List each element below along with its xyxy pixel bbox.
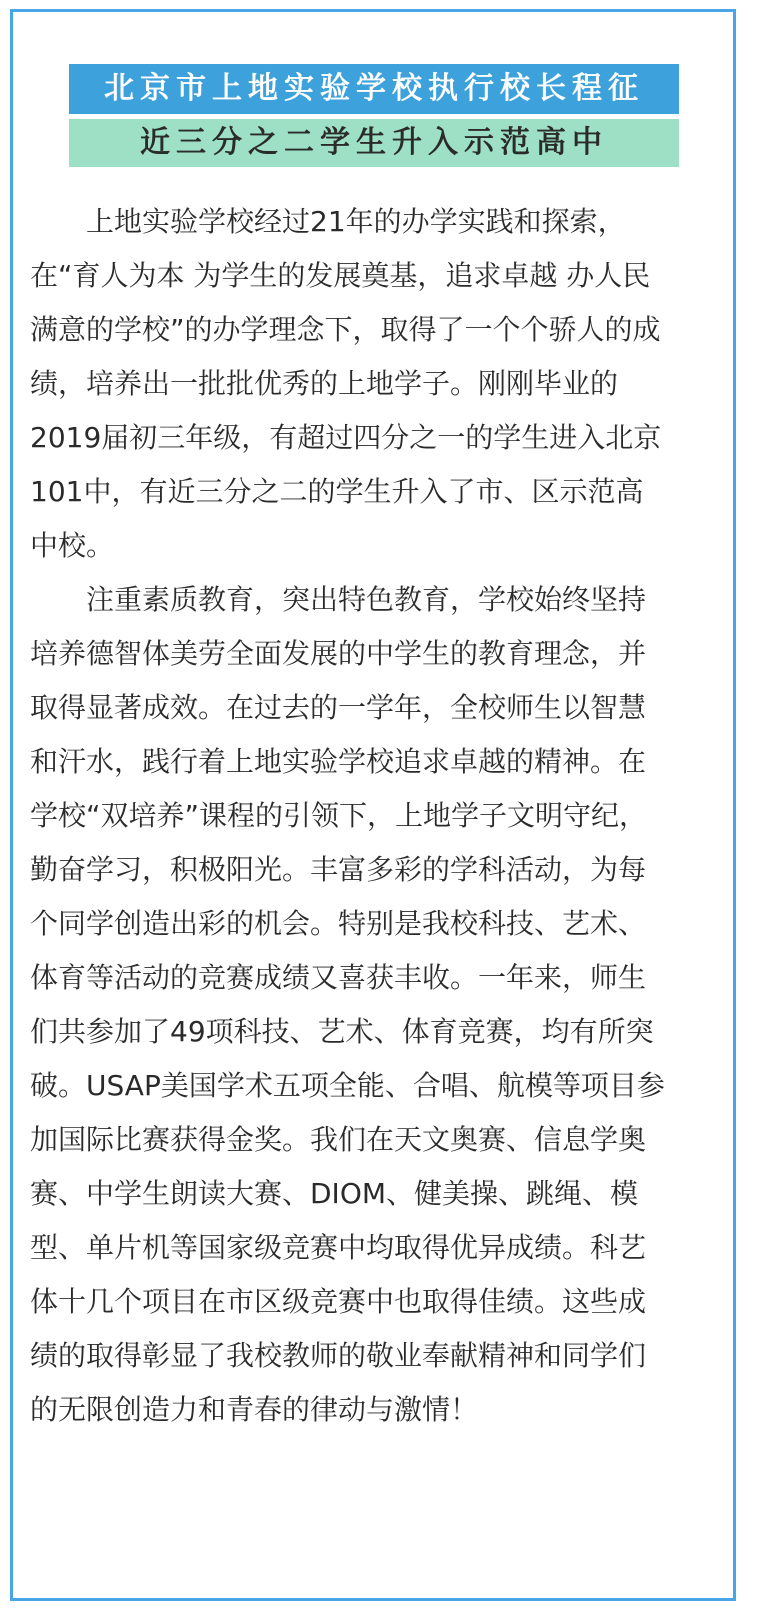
text-line: 上地实验学校经过21年的办学实践和探索， <box>30 205 626 238</box>
text-line: 2019届初三年级，有超过四分之一的学生进入北京 <box>30 421 662 454</box>
text-line: 满意的学校”的办学理念下，取得了一个个骄人的成 <box>30 313 661 346</box>
text-line: 绩的取得彰显了我校教师的敬业奉献精神和同学们 <box>30 1339 647 1372</box>
article-body <box>30 195 720 1437</box>
text-line: 中校。 <box>30 529 115 562</box>
page-subtitle: 近三分之二学生升入示范高中 <box>69 119 679 167</box>
text-line: 和汗水，践行着上地实验学校追求卓越的精神。在 <box>30 745 647 778</box>
paragraph-1 <box>30 195 720 573</box>
text-line: 101中，有近三分之二的学生升入了市、区示范高 <box>30 475 644 508</box>
text-line: 体育等活动的竞赛成绩又喜获丰收。一年来，师生 <box>30 961 647 994</box>
text-line: 们共参加了49项科技、艺术、体育竞赛，均有所突 <box>30 1015 654 1048</box>
text-line: 注重素质教育，突出特色教育，学校始终坚持 <box>30 583 647 616</box>
text-line: 学校“双培养”课程的引领下，上地学子文明守纪， <box>30 799 648 832</box>
page-title: 北京市上地实验学校执行校长程征 <box>69 64 679 114</box>
text-line: 体十几个项目在市区级竞赛中也取得佳绩。这些成 <box>30 1285 647 1318</box>
text-line: 破。USAP美国学术五项全能、合唱、航模等项目参 <box>30 1069 665 1102</box>
text-line: 取得显著成效。在过去的一学年，全校师生以智慧 <box>30 691 647 724</box>
paragraph-2 <box>30 573 720 1437</box>
text-line: 个同学创造出彩的机会。特别是我校科技、艺术、 <box>30 907 647 940</box>
text-line: 赛、中学生朗读大赛、DIOM、健美操、跳绳、模 <box>30 1177 639 1210</box>
text-line: 勤奋学习，积极阳光。丰富多彩的学科活动，为每 <box>30 853 647 886</box>
text-line: 培养德智体美劳全面发展的中学生的教育理念，并 <box>30 637 647 670</box>
text-line: 在“育人为本 为学生的发展奠基，追求卓越 办人民 <box>30 259 651 292</box>
text-line: 型、单片机等国家级竞赛中均取得优异成绩。科艺 <box>30 1231 647 1264</box>
text-line: 的无限创造力和青春的律动与激情！ <box>30 1393 479 1426</box>
text-line: 加国际比赛获得金奖。我们在天文奥赛、信息学奥 <box>30 1123 647 1156</box>
text-line: 绩，培养出一批批优秀的上地学子。刚刚毕业的 <box>30 367 619 400</box>
